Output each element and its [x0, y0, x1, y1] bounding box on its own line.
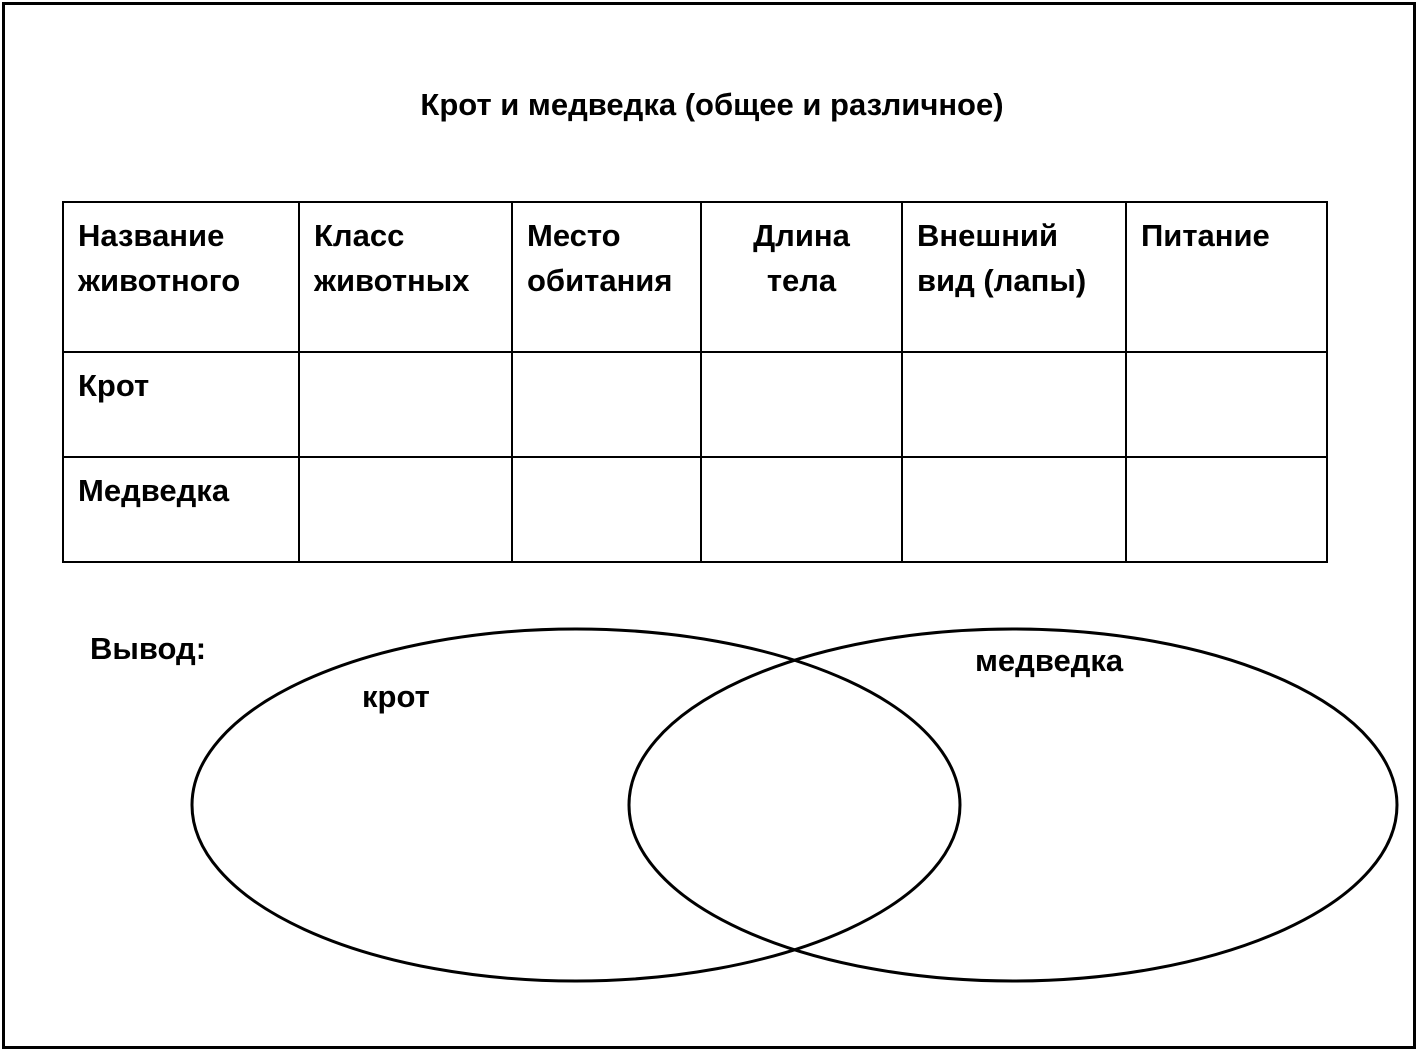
venn-right-ellipse	[629, 629, 1397, 981]
header-habitat: Место обитания	[512, 202, 701, 352]
venn-left-ellipse	[192, 629, 960, 981]
row-label-mole-cricket: Медведка	[63, 457, 299, 562]
header-body-length: Длина тела	[701, 202, 902, 352]
header-animal-name: Название животного	[63, 202, 299, 352]
header-appearance: Внешний вид (лапы)	[902, 202, 1126, 352]
conclusion-label: Вывод:	[90, 631, 207, 666]
venn-left-label: крот	[362, 679, 430, 714]
header-animal-class: Класс животных	[299, 202, 512, 352]
page-title: Крот и медведка (общее и различное)	[420, 87, 1004, 122]
row-label-mole: Крот	[63, 352, 299, 457]
header-diet: Питание	[1126, 202, 1327, 352]
venn-right-label: медведка	[975, 643, 1124, 678]
